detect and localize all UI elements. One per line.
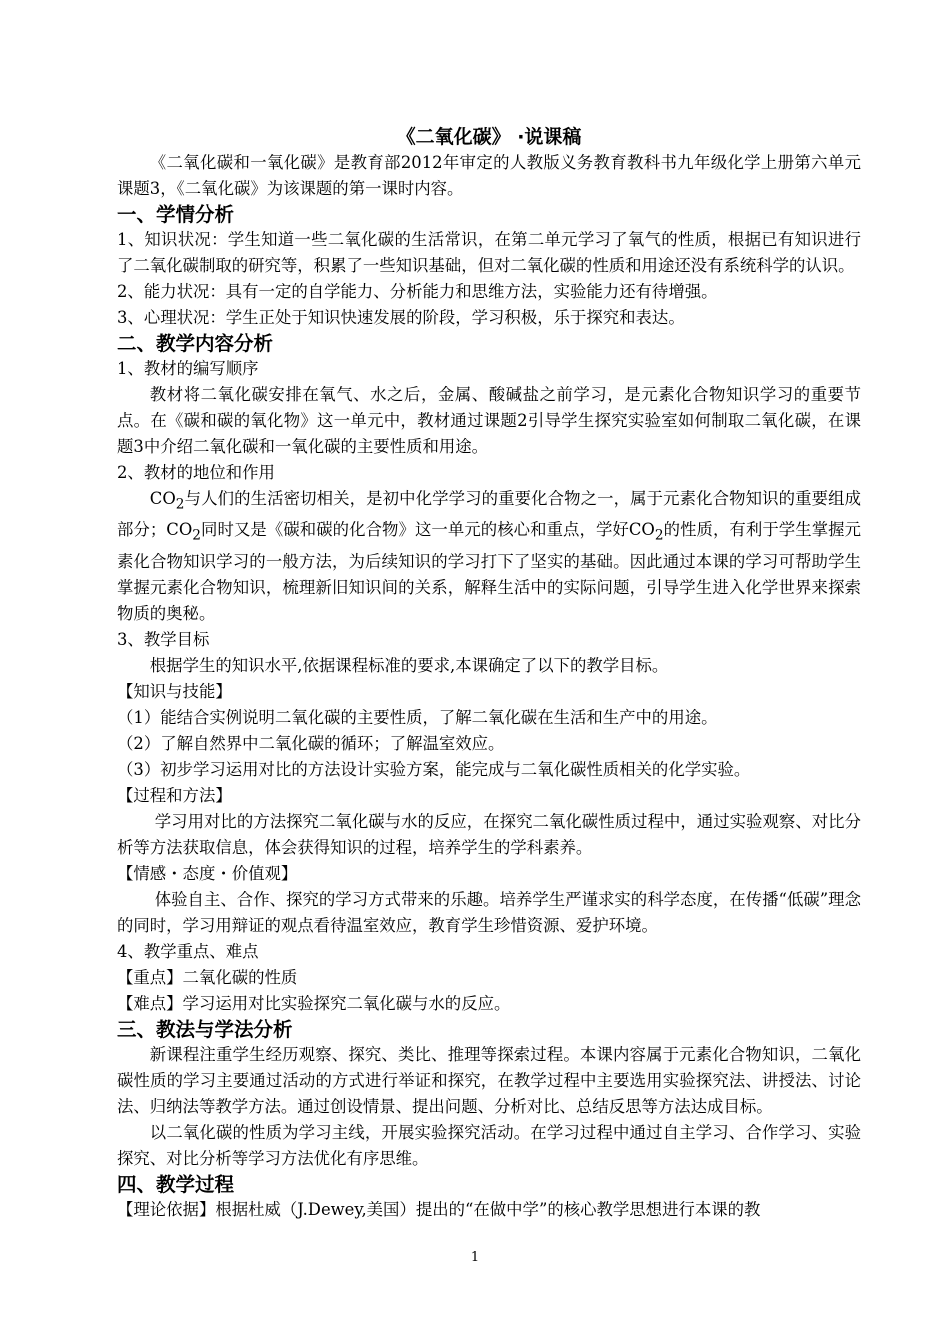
paragraph: 1、知识状况：学生知道一些二氧化碳的生活常识，在第二单元学习了氧气的性质，根据已有知识进行了二氧化碳制取的研究等，积累了一些知识基础，但对二氧化碳的性质和用途还没有系统科学的认识。	[117, 230, 861, 275]
subheading: 4、教学重点、难点	[117, 941, 259, 961]
label: 【过程和方法】	[117, 785, 232, 805]
list-item: （3）初步学习运用对比的方法设计实验方案，能完成与二氧化碳性质相关的化学实验。	[117, 759, 751, 779]
text-run: CO	[149, 489, 176, 508]
paragraph: 教材将二氧化碳安排在氧气、水之后，金属、酸碱盐之前学习，是元素化合物知识学习的重要节点。在《碳和碳的氧化物》这一单元中，教材通过课题2引导学生探究实验室如何制取二氧化碳，在课题3中介绍二氧化碳和一氧化碳的主要性质和用途。	[117, 385, 861, 456]
subscript: 2	[654, 527, 664, 544]
paragraph: 新课程注重学生经历观察、探究、类比、推理等探索过程。本课内容属于元素化合物知识，二氧化碳性质的学习主要通过活动的方式进行举证和探究，在教学过程中主要选用实验探究法、讲授法、讨论法、归纳法等教学方法。通过创设情景、提出问题、分析对比、总结反思等方法达成目标。	[117, 1044, 861, 1116]
section-heading-3: 三、教法与学法分析	[117, 1017, 293, 1041]
paragraph: 根据学生的知识水平,依据课程标准的要求,本课确定了以下的教学目标。	[149, 655, 669, 675]
label: 【知识与技能】	[117, 681, 232, 701]
section-heading-2: 二、教学内容分析	[117, 332, 274, 355]
paragraph: 体验自主、合作、探究的学习方式带来的乐趣。培养学生严谨求实的科学态度，在传播“低碳”理念的同时，学习用辩证的观点看待温室效应，教育学生珍惜资源、爱护环境。	[117, 889, 861, 935]
difficult-point: 【难点】学习运用对比实验探究二氧化碳与水的反应。	[117, 993, 511, 1013]
document-title: 《二氧化碳》 ·说课稿	[396, 126, 582, 148]
subheading: 1、教材的编写顺序	[117, 359, 259, 378]
subscript: 2	[192, 527, 201, 544]
subscript: 2	[175, 496, 185, 513]
text-run: 的性质，有利于学生掌握元素化合物知识学习的一般方法，为后续知识的学习打下了坚实的基础。因此通过本课的学习可帮助学生掌握元素化合物知识，梳理新旧知识间的关系，解释生活中的实际问题，引导学生进入化学世界来探索物质的奥秘。	[117, 520, 861, 623]
list-item: （1）能结合实例说明二氧化碳的主要性质，了解二氧化碳在生活和生产中的用途。	[117, 707, 718, 727]
label: 【情感・态度・价值观】	[117, 863, 298, 883]
subheading: 2、教材的地位和作用	[117, 463, 275, 482]
section-heading-4: 四、教学过程	[117, 1172, 235, 1196]
text-run: 与人们的生活密切相关，是初中化学学习的重要化合物之一，属于元素化合物知识的重要组成部分；CO	[117, 489, 861, 540]
intro-paragraph: 《二氧化碳和一氧化碳》是教育部2012年审定的人教版义务教育教科书九年级化学上册第六单元课题3，《二氧化碳》为该课题的第一课时内容。	[117, 153, 861, 198]
paragraph: 2、能力状况：具有一定的自学能力、分析能力和思维方法，实验能力还有待增强。	[117, 282, 718, 301]
section-heading-1: 一、学情分析	[117, 203, 235, 226]
paragraph: 学习用对比的方法探究二氧化碳与水的反应，在探究二氧化碳性质过程中，通过实验观察、对比分析等方法获取信息，体会获得知识的过程，培养学生的学科素养。	[117, 811, 861, 857]
paragraph: 以二氧化碳的性质为学习主线，开展实验探究活动。在学习过程中通过自主学习、合作学习、实验探究、对比分析等学习方法优化有序思维。	[117, 1122, 861, 1168]
paragraph-co2	[117, 486, 861, 627]
paragraph: 【理论依据】根据杜威（J.Dewey,美国）提出的“在做中学”的核心教学思想进行本课的教	[117, 1199, 761, 1219]
key-point: 【重点】二氧化碳的性质	[117, 967, 298, 987]
list-item: （2）了解自然界中二氧化碳的循环；了解温室效应。	[117, 733, 505, 753]
subheading: 3、教学目标	[117, 629, 210, 649]
paragraph: 3、心理状况：学生正处于知识快速发展的阶段，学习积极，乐于探究和表达。	[117, 308, 685, 327]
text-run: 同时又是《碳和碳的化合物》这一单元的核心和重点，学好CO	[200, 520, 655, 540]
document-page	[117, 124, 861, 1223]
page-number: 1	[470, 1250, 480, 1265]
